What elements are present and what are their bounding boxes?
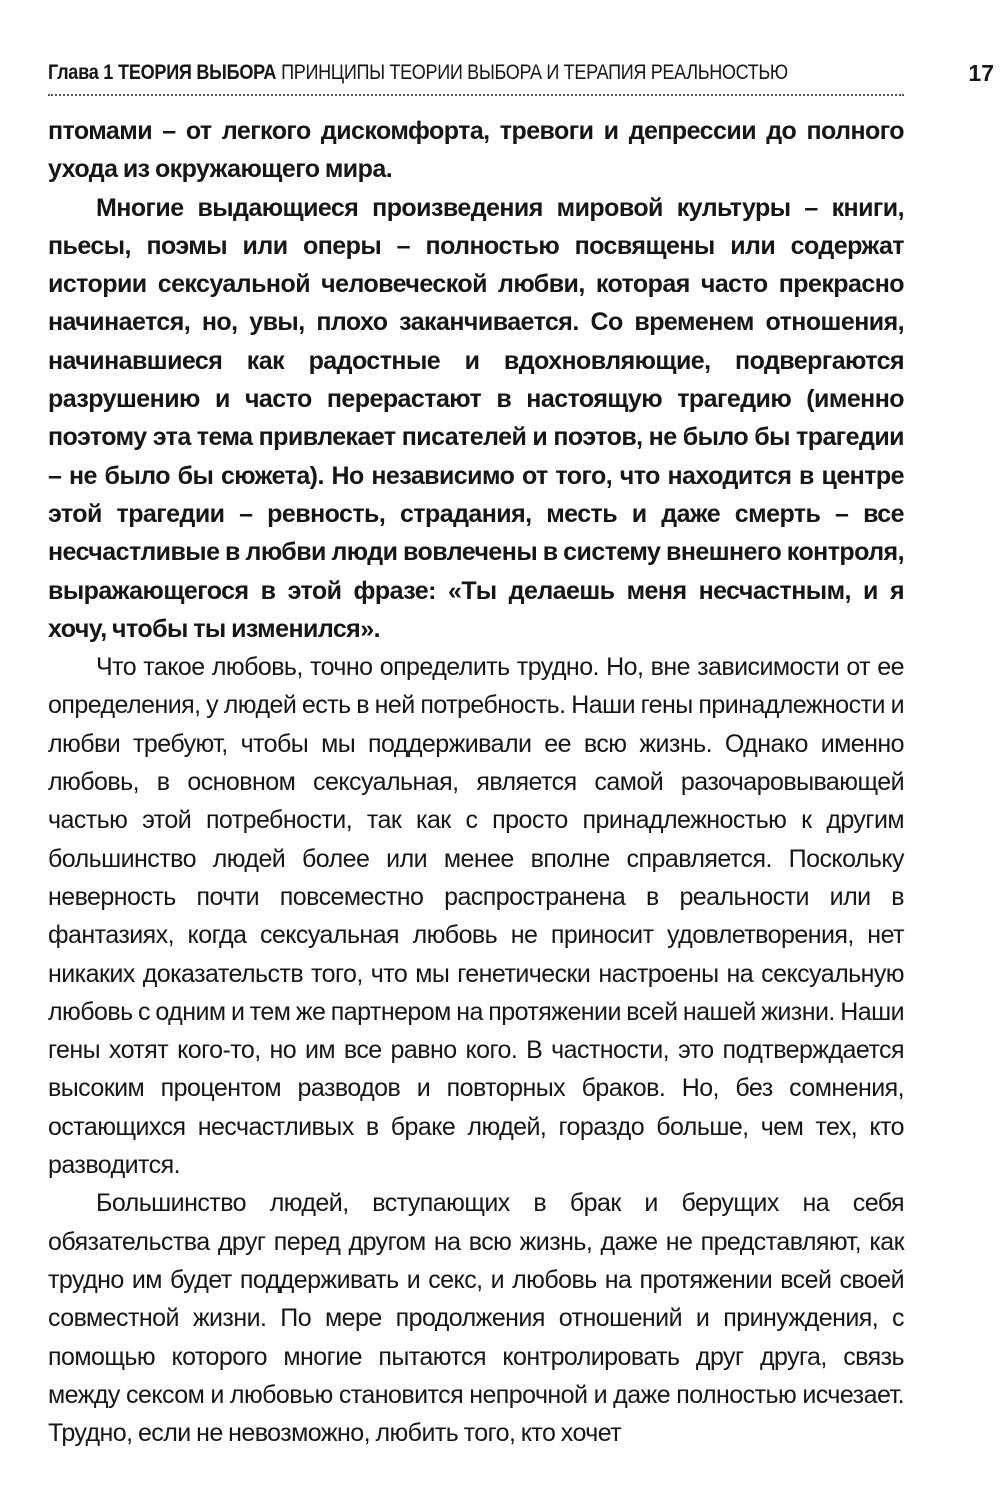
page-number: 17 [968,60,994,86]
book-page [48,52,904,1452]
paragraph: Многие выдающиеся произведения мировой культуры – книги, пьесы, поэмы или оперы – полностью посвящены или содержат истории сексуальной человеческой любви, которая часто прекрасно начинается, но, увы, плохо заканчивается. Со временем отношения, начинавшиеся как радостные и вдохновляющие, подвергаются разрушению и часто перерастают в настоящую трагедию (именно поэтому эта тема привлекает писателей и поэтов, не было бы трагедии – не было бы сюжета). Но независимо от того, что находится в центре этой трагедии – ревность, страдания, месть и даже смерть – все несчастливые в любви люди вовлечены в систему внешнего контроля, выражающегося в этой фразе: «Ты делаешь меня несчастным, и я хочу, чтобы ты изменился». [48,193,904,643]
header-divider [48,94,904,96]
running-header [48,52,904,94]
paragraph: Что такое любовь, точно определить трудно. Но, вне зависимости от ее определения, у людей есть в ней потребность. Наши гены принадлежности и любви требуют, чтобы мы поддерживали ее всю жизнь. Однако именно любовь, в основном сексуальная, является самой разочаровывающей частью этой потребности, так как с просто принадлежностью к другим большинство людей более или менее вполне справляется. Поскольку неверность почти повсеместно распространена в реальности или в фантазиях, когда сексуальная любовь не приносит удовлетворения, нет никаких доказательств того, что мы генетически настроены на сексуальную любовь с одним и тем же партнером на протяжении всей нашей жизни. Наши гены хотят кого-то, но им все равно кого. В частности, это подтверждается высоким процентом разводов и повторных браков. Но, без сомнения, остающихся несчастливых в браке людей, гораздо больше, чем тех, кто разводится. [48,653,904,1180]
paragraph: Большинство людей, вступающих в брак и берущих на себя обязательства друг перед другом на всю жизнь, даже не представляют, как трудно им будет поддерживать и секс, и любовь на протяжении всей своей совместной жизни. По мере продолжения отношений и принуждения, с помощью которого многие пытаются контролировать друг друга, связь между сексом и любовью становится непрочной и даже полностью исчезает. Трудно, если не невозможно, любить того, кто хочет [48,1189,904,1448]
section-title: ПРИНЦИПЫ ТЕОРИИ ВЫБОРА И ТЕРАПИЯ РЕАЛЬНОСТЬЮ [281,61,788,84]
chapter-label: Глава 1 [48,61,114,84]
paragraph: птомами – от легкого дискомфорта, тревоги и депрессии до полного ухода из окружающего мира. [48,117,904,184]
chapter-title: ТЕОРИЯ ВЫБОРА [118,61,277,84]
body-text [48,112,904,1452]
